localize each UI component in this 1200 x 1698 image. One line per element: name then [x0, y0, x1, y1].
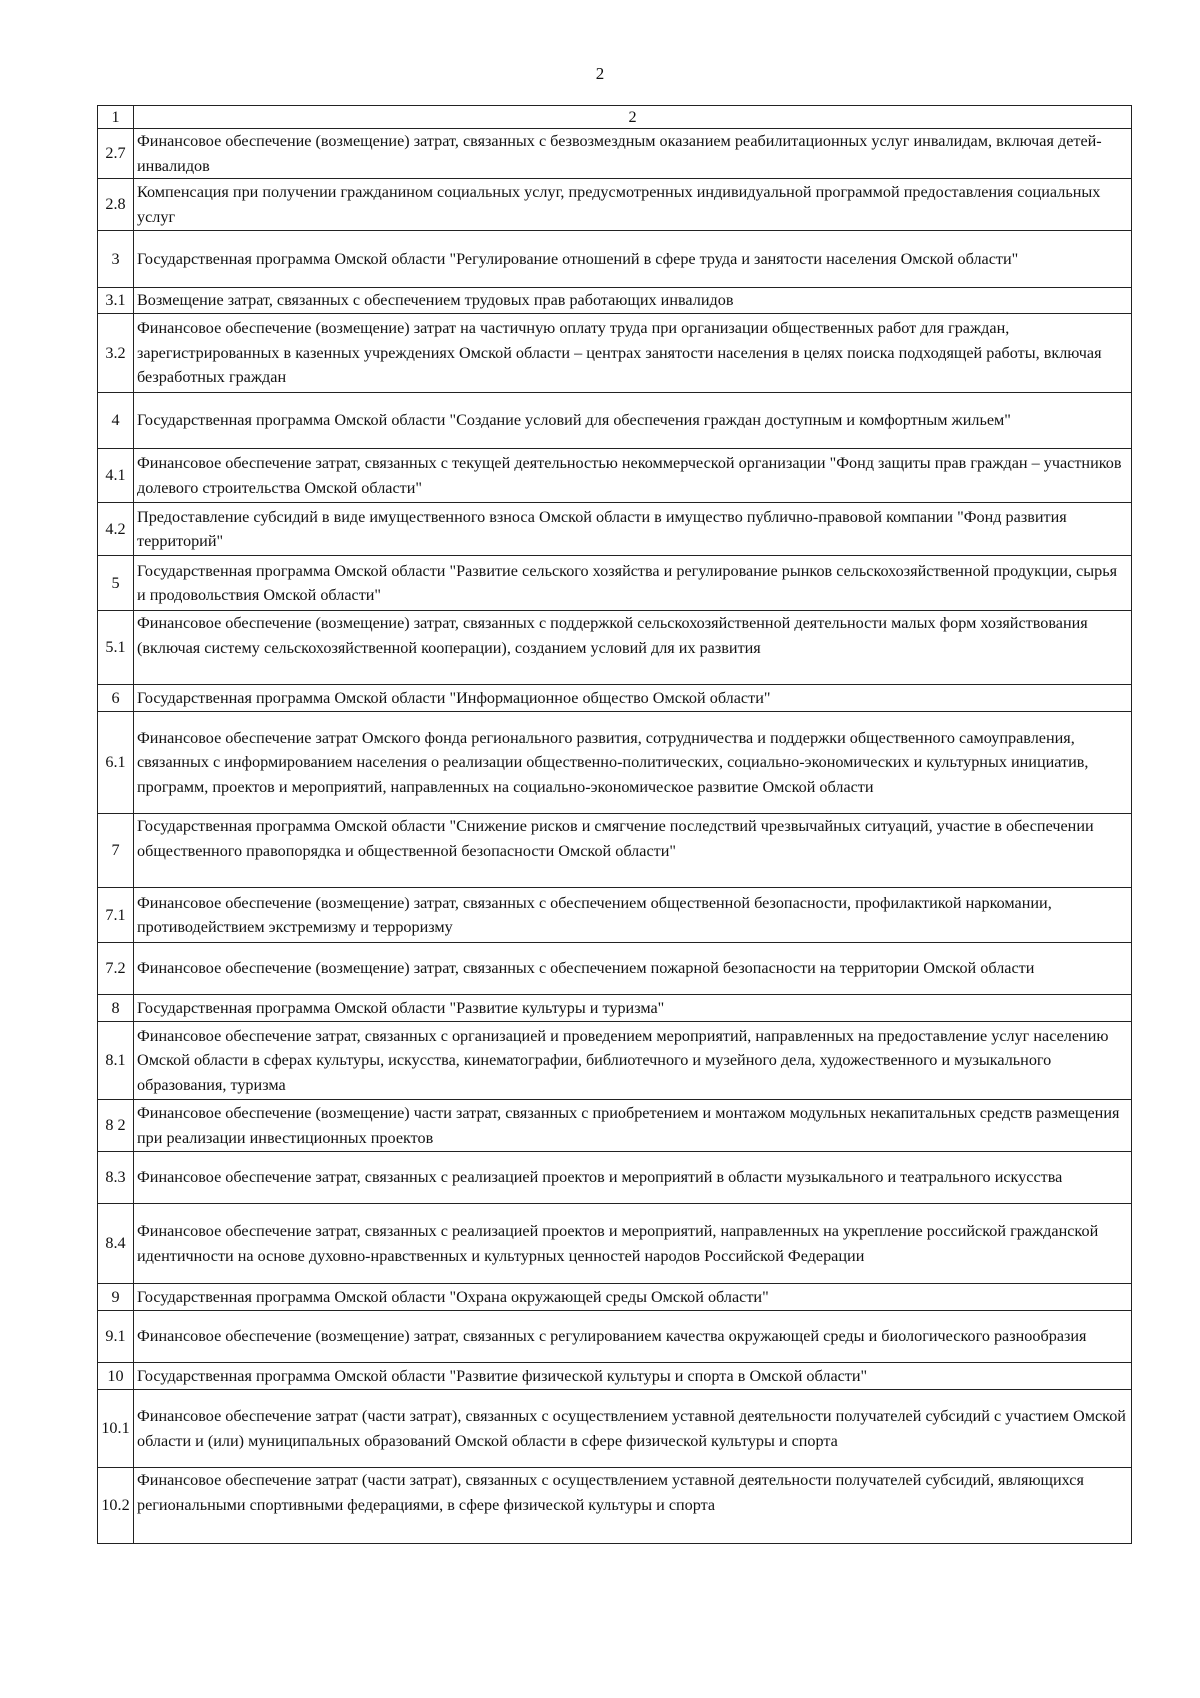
row-text: Финансовое обеспечение затрат, связанных с реализацией проектов и мероприятий, направленных на укрепление российской гражданской идентичности на основе духовно-нравственных и культурных ценностей народов Российской Федерации [134, 1204, 1132, 1284]
table-row [98, 449, 1132, 503]
header-col-2: 2 [134, 106, 1132, 129]
row-number: 10 [98, 1363, 134, 1390]
table-row [98, 888, 1132, 943]
table-row [98, 814, 1132, 888]
row-number: 4.1 [98, 449, 134, 503]
row-number: 5.1 [98, 611, 134, 685]
row-number: 2.7 [98, 129, 134, 179]
table-row [98, 129, 1132, 179]
table-row [98, 1363, 1132, 1390]
row-text: Государственная программа Омской области "Охрана окружающей среды Омской области" [134, 1284, 1132, 1311]
table-row [98, 288, 1132, 314]
row-text: Финансовое обеспечение (возмещение) затрат, связанных с обеспечением пожарной безопасности на территории Омской области [134, 943, 1132, 995]
row-text: Финансовое обеспечение затрат, связанных с организацией и проведением мероприятий, направленных на предоставление услуг населению Омской области в сферах культуры, искусства, кинематографии, библиотечного и музейного дела, художественного и музыкального образования, туризма [134, 1022, 1132, 1100]
page-number: 2 [595, 64, 605, 83]
row-text: Государственная программа Омской области "Регулирование отношений в сфере труда и занятости населения Омской области" [134, 231, 1132, 288]
row-text: Финансовое обеспечение затрат, связанных с текущей деятельностью некоммерческой организации "Фонд защиты прав граждан – участников долевого строительства Омской области" [134, 449, 1132, 503]
row-number: 8 2 [98, 1100, 134, 1152]
table-row [98, 611, 1132, 685]
row-number: 2.8 [98, 179, 134, 231]
row-text: Государственная программа Омской области "Развитие культуры и туризма" [134, 995, 1132, 1022]
row-text: Финансовое обеспечение затрат Омского фонда регионального развития, сотрудничества и поддержки общественного самоуправления, связанных с информированием населения о реализации общественно-политических, социально-экономических и культурных инициатив, программ, проектов и мероприятий, направленных на социально-экономическое развитие Омской области [134, 712, 1132, 814]
row-number: 10.2 [98, 1468, 134, 1544]
table-row [98, 1204, 1132, 1284]
row-text: Возмещение затрат, связанных с обеспечением трудовых прав работающих инвалидов [134, 288, 1132, 314]
row-number: 3 [98, 231, 134, 288]
row-text: Компенсация при получении гражданином социальных услуг, предусмотренных индивидуальной программой предоставления социальных услуг [134, 179, 1132, 231]
table-row [98, 393, 1132, 449]
row-text: Государственная программа Омской области "Снижение рисков и смягчение последствий чрезвычайных ситуаций, участие в обеспечении общественного правопорядка и общественной безопасности Омской области" [134, 814, 1132, 888]
row-text: Финансовое обеспечение затрат, связанных с реализацией проектов и мероприятий в области музыкального и театрального искусства [134, 1152, 1132, 1204]
row-text: Государственная программа Омской области "Развитие сельского хозяйства и регулирование рынков сельскохозяйственной продукции, сырья и продовольствия Омской области" [134, 556, 1132, 611]
row-text: Государственная программа Омской области "Развитие физической культуры и спорта в Омской области" [134, 1363, 1132, 1390]
row-number: 5 [98, 556, 134, 611]
row-number: 8 [98, 995, 134, 1022]
row-number: 7.1 [98, 888, 134, 943]
row-number: 8.4 [98, 1204, 134, 1284]
row-number: 7.2 [98, 943, 134, 995]
row-number: 4.2 [98, 503, 134, 556]
row-text: Финансовое обеспечение (возмещение) части затрат, связанных с приобретением и монтажом модульных некапитальных средств размещения при реализации инвестиционных проектов [134, 1100, 1132, 1152]
table-row [98, 995, 1132, 1022]
row-text: Финансовое обеспечение (возмещение) затрат, связанных с безвозмездным оказанием реабилитационных услуг инвалидам, включая детей-инвалидов [134, 129, 1132, 179]
row-number: 8.3 [98, 1152, 134, 1204]
row-text: Предоставление субсидий в виде имущественного взноса Омской области в имущество публично-правовой компании "Фонд развития территорий" [134, 503, 1132, 556]
row-text: Финансовое обеспечение (возмещение) затрат, связанных с регулированием качества окружающей среды и биологического разнообразия [134, 1311, 1132, 1363]
row-number: 3.2 [98, 314, 134, 393]
row-text: Финансовое обеспечение (возмещение) затрат, связанных с поддержкой сельскохозяйственной деятельности малых форм хозяйствования (включая систему сельскохозяйственной кооперации), созданием условий для их развития [134, 611, 1132, 685]
row-number: 6 [98, 685, 134, 712]
table-row [98, 943, 1132, 995]
row-number: 3.1 [98, 288, 134, 314]
row-text: Финансовое обеспечение затрат (части затрат), связанных с осуществлением уставной деятельности получателей субсидий с участием Омской области и (или) муниципальных образований Омской области в сфере физической культуры и спорта [134, 1390, 1132, 1468]
table-row [98, 503, 1132, 556]
row-text: Финансовое обеспечение затрат (части затрат), связанных с осуществлением уставной деятельности получателей субсидий, являющихся региональными спортивными федерациями, в сфере физической культуры и спорта [134, 1468, 1132, 1544]
table-row [98, 1311, 1132, 1363]
row-text: Государственная программа Омской области "Создание условий для обеспечения граждан доступным и комфортным жильем" [134, 393, 1132, 449]
table-row [98, 1390, 1132, 1468]
table-row [98, 1022, 1132, 1100]
row-number: 10.1 [98, 1390, 134, 1468]
table-row [98, 314, 1132, 393]
table-row [98, 1152, 1132, 1204]
subsidies-table [97, 105, 1132, 1544]
header-col-1: 1 [98, 106, 134, 129]
table-row [98, 556, 1132, 611]
table-row [98, 231, 1132, 288]
row-number: 8.1 [98, 1022, 134, 1100]
row-number: 4 [98, 393, 134, 449]
row-number: 6.1 [98, 712, 134, 814]
table-row [98, 712, 1132, 814]
table-row [98, 1468, 1132, 1544]
table-row [98, 179, 1132, 231]
row-number: 9 [98, 1284, 134, 1311]
table-row [98, 1100, 1132, 1152]
row-number: 9.1 [98, 1311, 134, 1363]
row-number: 7 [98, 814, 134, 888]
row-text: Финансовое обеспечение (возмещение) затрат на частичную оплату труда при организации общественных работ для граждан, зарегистрированных в казенных учреждениях Омской области – центрах занятости населения в целях поиска подходящей работы, включая безработных граждан [134, 314, 1132, 393]
table-header-row [98, 106, 1132, 129]
table-row [98, 685, 1132, 712]
row-text: Финансовое обеспечение (возмещение) затрат, связанных с обеспечением общественной безопасности, профилактикой наркомании, противодействием экстремизму и терроризму [134, 888, 1132, 943]
table-row [98, 1284, 1132, 1311]
row-text: Государственная программа Омской области "Информационное общество Омской области" [134, 685, 1132, 712]
